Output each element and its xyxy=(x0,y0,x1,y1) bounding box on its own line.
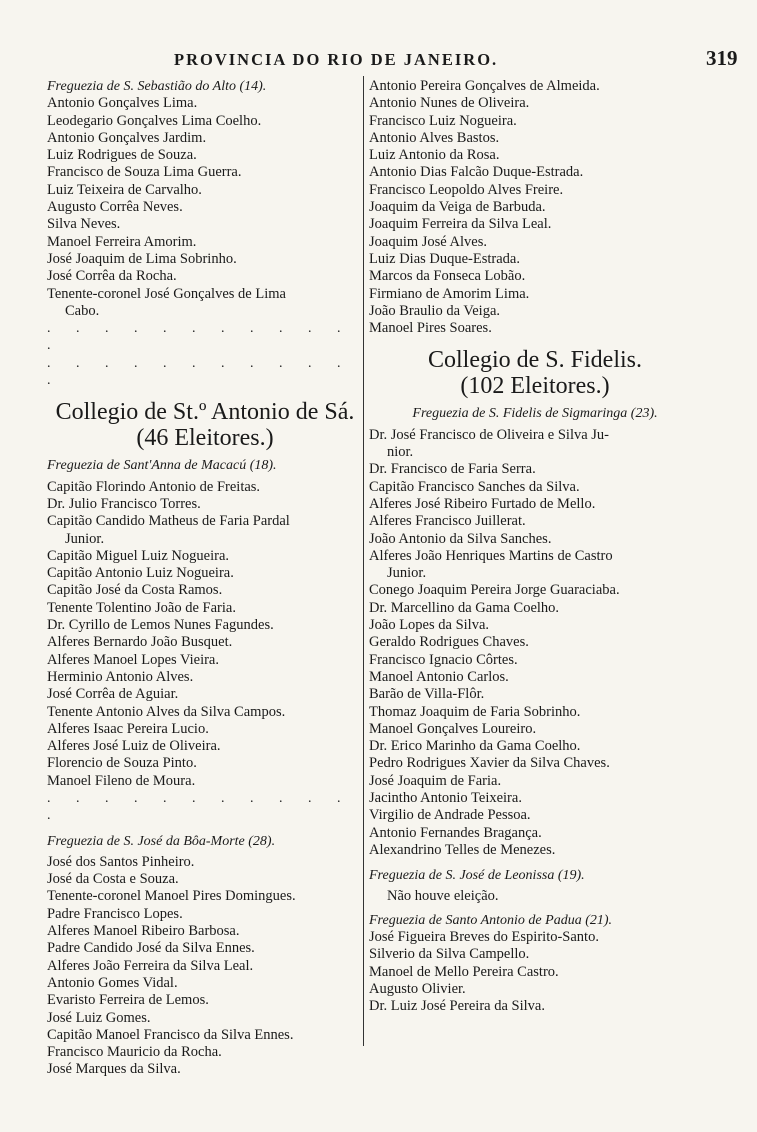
right-column xyxy=(369,78,701,1016)
list-item: Capitão Candido Matheus de Faria Pardal xyxy=(47,513,290,530)
name-list-continued xyxy=(369,78,701,337)
list-item: Tenente Tolentino João de Faria. xyxy=(47,599,236,616)
list-item: Francisco Mauricio da Rocha. xyxy=(47,1044,222,1061)
list-item: Leodegario Gonçalves Lima Coelho. xyxy=(47,112,262,129)
list-item: Antonio Gomes Vidal. xyxy=(47,974,178,991)
list-item: João Braulio da Veiga. xyxy=(369,302,501,319)
name-list-sigmaringa xyxy=(369,427,701,859)
list-item: Dr. Francisco de Faria Serra. xyxy=(369,461,536,478)
list-item: Manoel Ferreira Amorim. xyxy=(47,233,197,250)
college-voters-antonio-de-sa: (46 Eleitores.) xyxy=(136,425,274,452)
list-item: Luiz Dias Duque-Estrada. xyxy=(369,250,520,267)
list-item: Manoel Pires Soares. xyxy=(369,320,492,337)
list-item: Tenente-coronel Manoel Pires Domingues. xyxy=(47,888,296,905)
list-item: Antonio Alves Bastos. xyxy=(369,129,500,146)
list-item: Antonio Nunes de Oliveira. xyxy=(369,95,530,112)
page-number: 319 xyxy=(706,46,738,70)
left-column xyxy=(47,78,363,1079)
page-header xyxy=(0,46,757,76)
list-item: Augusto Corrêa Neves. xyxy=(47,199,183,216)
list-item: Florencio de Souza Pinto. xyxy=(47,755,197,772)
list-item-continuation: Junior. xyxy=(387,565,427,582)
list-item: Padre Francisco Lopes. xyxy=(47,905,183,922)
list-item: João Antonio da Silva Sanches. xyxy=(369,530,552,547)
list-item: José Figueira Breves do Espirito-Santo. xyxy=(369,929,599,946)
list-item: Conego Joaquim Pereira Jorge Guaraciaba. xyxy=(369,582,620,599)
ellipsis-row: . . . . . . . . . . . . xyxy=(47,790,352,824)
list-item: Luiz Teixeira de Carvalho. xyxy=(47,181,202,198)
name-list-macacu xyxy=(47,479,363,790)
list-item: Alferes Francisco Juillerat. xyxy=(369,513,526,530)
list-item: Francisco Luiz Nogueira. xyxy=(369,112,517,129)
name-list-boa-morte xyxy=(47,854,363,1079)
list-item: Francisco Ignacio Côrtes. xyxy=(369,651,518,668)
list-item: Dr. Julio Francisco Torres. xyxy=(47,495,201,512)
list-item: José Corrêa de Aguiar. xyxy=(47,686,179,703)
list-item: Manoel Fileno de Moura. xyxy=(47,772,196,789)
list-item: Alferes João Ferreira da Silva Leal. xyxy=(47,957,254,974)
list-item: Antonio Dias Falcão Duque-Estrada. xyxy=(369,164,584,181)
list-item: José da Costa e Souza. xyxy=(47,871,179,888)
list-item-continuation: Cabo. xyxy=(65,302,100,319)
list-item: João Lopes da Silva. xyxy=(369,617,490,634)
parish-heading-sebastiao: Freguezia de S. Sebastião do Alto (14). xyxy=(47,79,267,94)
college-title-fidelis: Collegio de S. Fidelis. xyxy=(427,347,642,374)
list-item: José Corrêa da Rocha. xyxy=(47,268,177,285)
list-item-continuation: Junior. xyxy=(65,530,105,547)
list-item: Joaquim José Alves. xyxy=(369,233,488,250)
list-item: Capitão José da Costa Ramos. xyxy=(47,582,223,599)
list-item: Joaquim Ferreira da Silva Leal. xyxy=(369,216,552,233)
parish-heading-padua: Freguezia de Santo Antonio de Padua (21). xyxy=(369,912,613,928)
name-list-padua xyxy=(369,929,701,1015)
list-item: Jacintho Antonio Teixeira. xyxy=(369,789,522,806)
ellipsis-row: . . . . . . . . . . . . xyxy=(47,355,352,389)
list-item: Herminio Antonio Alves. xyxy=(47,668,194,685)
list-item: Alexandrino Telles de Menezes. xyxy=(369,841,556,858)
ellipsis-row: . . . . . . . . . . . . xyxy=(47,321,352,354)
list-item: Dr. Marcellino da Gama Coelho. xyxy=(369,599,560,616)
list-item: Thomaz Joaquim de Faria Sobrinho. xyxy=(369,703,581,720)
list-item: Manoel de Mello Pereira Castro. xyxy=(369,963,559,980)
list-item: Alferes João Henriques Martins de Castro xyxy=(369,547,613,564)
parish-heading-boa-morte: Freguezia de S. José da Bôa-Morte (28). xyxy=(47,833,276,849)
list-item: Capitão Francisco Sanches da Silva. xyxy=(369,478,580,495)
list-item: Dr. Luiz José Pereira da Silva. xyxy=(369,998,545,1015)
list-item: Antonio Pereira Gonçalves de Almeida. xyxy=(369,78,600,94)
list-item: Joaquim da Veiga de Barbuda. xyxy=(369,199,546,216)
list-item: Dr. José Francisco de Oliveira e Silva Ju- xyxy=(369,426,610,443)
list-item: Padre Candido José da Silva Ennes. xyxy=(47,940,255,957)
list-item: Alferes José Ribeiro Furtado de Mello. xyxy=(369,495,596,512)
list-item: José dos Santos Pinheiro. xyxy=(47,853,195,870)
parish-heading-sigmaringa: Freguezia de S. Fidelis de Sigmaringa (23). xyxy=(412,406,658,422)
list-item: Alferes Isaac Pereira Lucio. xyxy=(47,720,209,737)
list-item: Antonio Fernandes Bragança. xyxy=(369,824,542,841)
list-item: José Joaquim de Faria. xyxy=(369,772,502,789)
name-list-sebastiao xyxy=(47,95,363,320)
list-item: Capitão Antonio Luiz Nogueira. xyxy=(47,565,234,582)
college-title-antonio-de-sa: Collegio de St.º Antonio de Sá. xyxy=(55,399,355,426)
list-item: Pedro Rodrigues Xavier da Silva Chaves. xyxy=(369,755,610,772)
list-item: Silva Neves. xyxy=(47,216,121,233)
list-item: Capitão Florindo Antonio de Freitas. xyxy=(47,478,261,495)
list-item: Francisco Leopoldo Alves Freire. xyxy=(369,181,564,198)
list-item: José Marques da Silva. xyxy=(47,1061,181,1078)
list-item: Evaristo Ferreira de Lemos. xyxy=(47,992,209,1009)
column-divider xyxy=(363,76,364,1046)
list-item: Augusto Olivier. xyxy=(369,980,466,997)
list-item: Marcos da Fonseca Lobão. xyxy=(369,268,526,285)
list-item: Dr. Cyrillo de Lemos Nunes Fagundes. xyxy=(47,617,274,634)
list-item: Manoel Antonio Carlos. xyxy=(369,668,509,685)
list-item: Manoel Gonçalves Loureiro. xyxy=(369,720,537,737)
no-election-note: Não houve eleição. xyxy=(387,888,499,905)
list-item: Barão de Villa-Flôr. xyxy=(369,686,485,703)
list-item: Silverio da Silva Campello. xyxy=(369,946,530,963)
list-item: Geraldo Rodrigues Chaves. xyxy=(369,634,529,651)
list-item: Antonio Gonçalves Lima. xyxy=(47,95,198,112)
list-item: Capitão Miguel Luiz Nogueira. xyxy=(47,547,230,564)
page-title: PROVINCIA DO RIO DE JANEIRO. xyxy=(174,50,499,69)
list-item: Alferes Manoel Ribeiro Barbosa. xyxy=(47,923,240,940)
list-item: Luiz Antonio da Rosa. xyxy=(369,147,500,164)
list-item: Alferes Manoel Lopes Vieira. xyxy=(47,651,219,668)
college-voters-fidelis: (102 Eleitores.) xyxy=(460,373,610,400)
list-item: Antonio Gonçalves Jardim. xyxy=(47,129,207,146)
list-item: Alferes Bernardo João Busquet. xyxy=(47,634,233,651)
list-item: Virgilio de Andrade Pessoa. xyxy=(369,807,531,824)
parish-heading-macacu: Freguezia de Sant'Anna de Macacú (18). xyxy=(47,458,277,474)
list-item: Luiz Rodrigues de Souza. xyxy=(47,147,197,164)
parish-heading-leonissa: Freguezia de S. José de Leonissa (19). xyxy=(369,868,585,884)
list-item: Tenente-coronel José Gonçalves de Lima xyxy=(47,285,286,302)
list-item: Dr. Erico Marinho da Gama Coelho. xyxy=(369,738,581,755)
list-item-continuation: nior. xyxy=(387,444,414,461)
list-item: José Luiz Gomes. xyxy=(47,1009,151,1026)
list-item: Firmiano de Amorim Lima. xyxy=(369,285,530,302)
list-item: Capitão Manoel Francisco da Silva Ennes. xyxy=(47,1026,294,1043)
list-item: Alferes José Luiz de Oliveira. xyxy=(47,738,221,755)
list-item: Tenente Antonio Alves da Silva Campos. xyxy=(47,703,286,720)
list-item: Francisco de Souza Lima Guerra. xyxy=(47,164,242,181)
list-item: José Joaquim de Lima Sobrinho. xyxy=(47,250,237,267)
